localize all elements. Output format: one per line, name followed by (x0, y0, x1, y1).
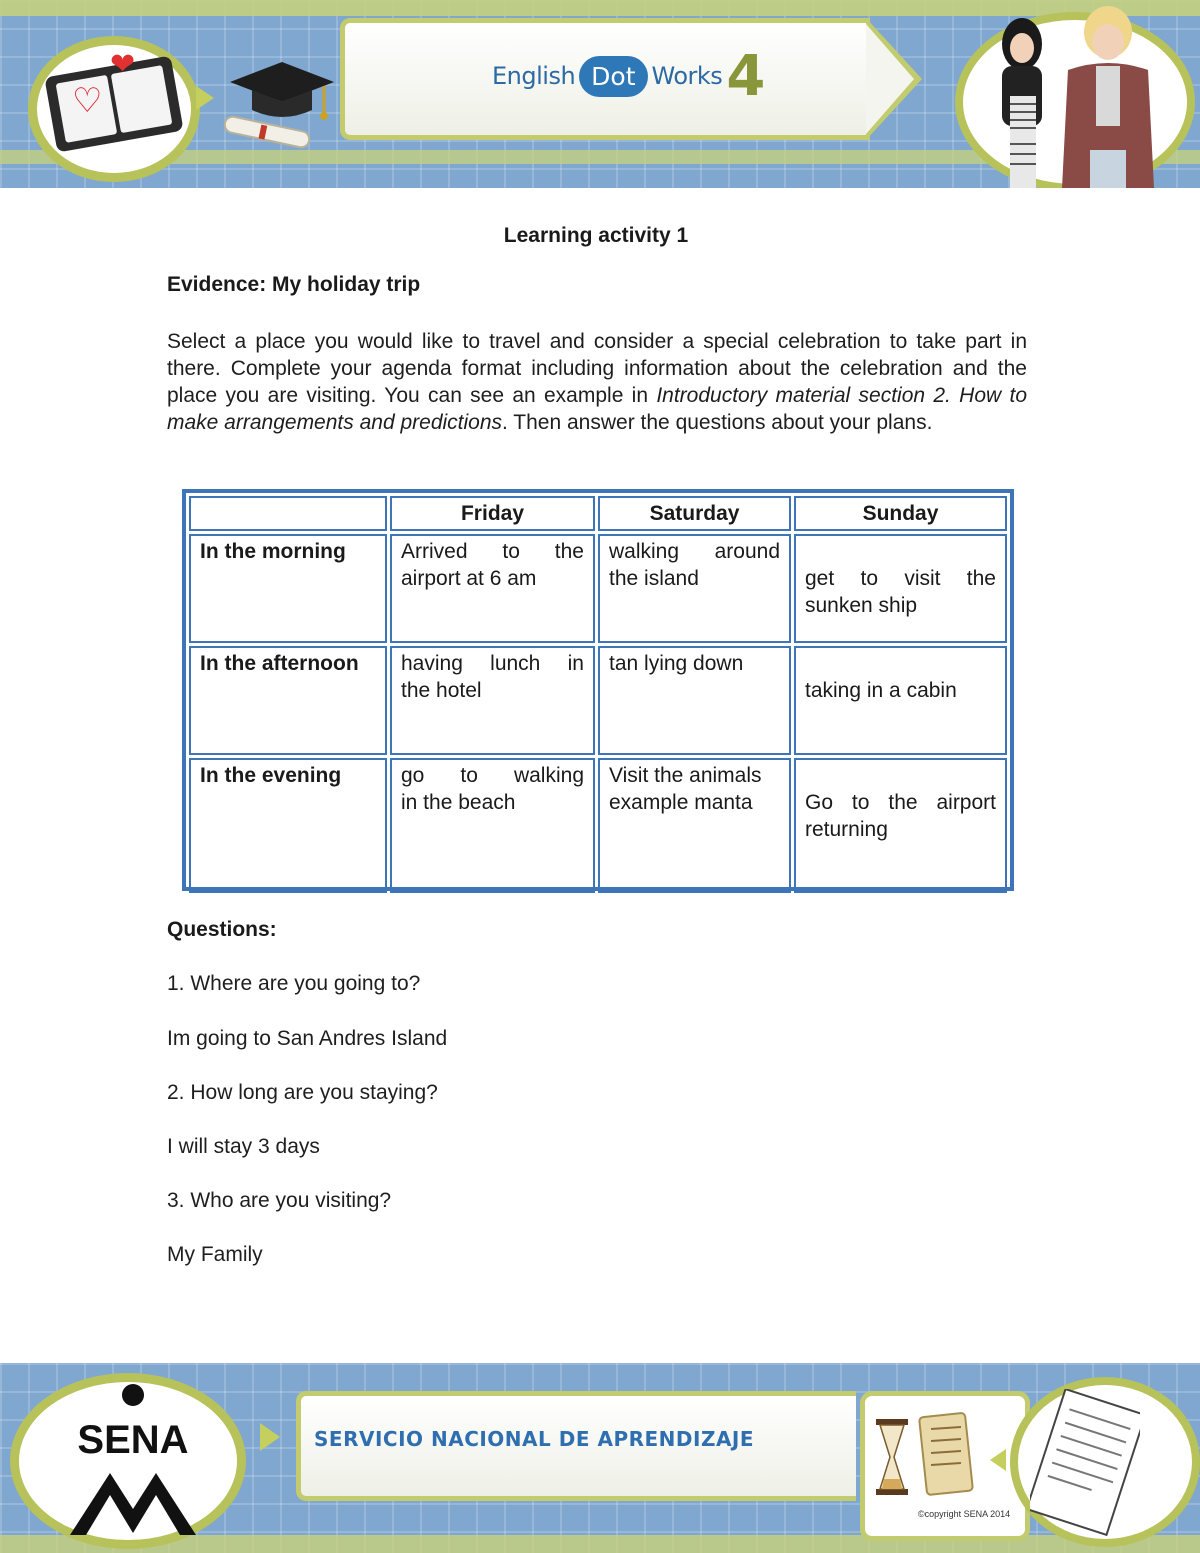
cell-text-line: sunken ship (805, 594, 918, 617)
graduation-cap-icon (220, 52, 340, 152)
cell-text-line: taking in a cabin (805, 679, 957, 702)
instructions-reference: Introductory material section 2. How to make arrangements and predictions (167, 384, 1027, 434)
brand-level-number: 4 (726, 43, 766, 109)
row-label-afternoon: In the afternoon (189, 646, 387, 755)
cell-evening-friday (390, 758, 595, 893)
evidence-heading: Evidence: My holiday trip (167, 273, 421, 296)
cell-text-line: go to walking (401, 764, 584, 787)
cell-afternoon-sunday (794, 646, 1007, 755)
table-header-sunday: Sunday (794, 496, 1007, 531)
boy-character-illustration (1050, 0, 1160, 188)
scroll-icon (915, 1409, 975, 1499)
sena-logo (48, 1383, 218, 1541)
arrow-right-icon (196, 86, 214, 110)
arrow-left-icon (990, 1449, 1006, 1471)
cell-text-line: Go to the airport (805, 791, 996, 814)
cell-evening-sunday (794, 758, 1007, 893)
cell-text-line: airport at 6 am (401, 567, 537, 590)
cell-text-line: tan lying down (609, 652, 744, 675)
cell-text-line: returning (805, 818, 888, 841)
document-icon (1030, 1389, 1140, 1539)
brand-word-english: English (492, 62, 576, 90)
questions-heading: Questions: (167, 918, 277, 941)
answer-2: I will stay 3 days (167, 1135, 320, 1158)
question-2: 2. How long are you staying? (167, 1081, 438, 1104)
cell-text-line: the island (609, 567, 699, 590)
copyright-notice: ©copyright SENA 2014 (918, 1509, 1011, 1519)
brand-word-dot: Dot (579, 56, 647, 97)
cell-text-line: Visit the animals (609, 764, 762, 787)
table-header-friday: Friday (390, 496, 595, 531)
sena-logo-text: SENA (77, 1418, 189, 1462)
cell-text-line: having lunch in (401, 652, 584, 675)
cell-morning-friday (390, 534, 595, 643)
table-header-saturday: Saturday (598, 496, 791, 531)
row-label-morning: In the morning (189, 534, 387, 643)
row-label-evening: In the evening (189, 758, 387, 893)
cell-text-line: the hotel (401, 679, 482, 702)
cell-morning-sunday (794, 534, 1007, 643)
agenda-table (182, 489, 1014, 891)
instructions-paragraph (167, 328, 1027, 436)
instructions-text: Select a place you would like to travel and consider a special celebration to take part in there. Complete your agenda format including information about the celebration and the place you are visiting. You can see an example in (167, 330, 1027, 407)
answer-1: Im going to San Andres Island (167, 1027, 448, 1050)
cell-morning-saturday (598, 534, 791, 643)
institution-name: SERVICIO NACIONAL DE APRENDIZAJE (314, 1427, 755, 1451)
cell-text-line: walking around (609, 540, 780, 563)
cell-afternoon-saturday (598, 646, 791, 755)
brand-word-works: Works (651, 62, 723, 90)
answer-3: My Family (167, 1243, 263, 1266)
header-banner (0, 0, 1200, 188)
footer-banner (0, 1363, 1200, 1553)
hearts-icon: ❤ (110, 48, 136, 81)
english-dot-works-logo (492, 43, 766, 109)
table-header-empty (189, 496, 387, 531)
cell-text-line: Arrived to the (401, 540, 584, 563)
cell-text-line: in the beach (401, 791, 516, 814)
table-row-morning (189, 534, 1007, 643)
hourglass-icon (872, 1417, 912, 1497)
question-1: 1. Where are you going to? (167, 972, 421, 995)
heart-icon: ♡ (72, 82, 103, 120)
instructions-text-end: . Then answer the questions about your plans. (502, 411, 933, 434)
cell-afternoon-friday (390, 646, 595, 755)
cell-text-line: example manta (609, 791, 753, 814)
question-3: 3. Who are you visiting? (167, 1189, 392, 1212)
cell-text-line: get to visit the (805, 567, 996, 590)
table-row-afternoon (189, 646, 1007, 755)
table-row-evening (189, 758, 1007, 893)
cell-evening-saturday (598, 758, 791, 893)
arrow-right-icon (260, 1423, 280, 1451)
page-title: Learning activity 1 (503, 224, 689, 247)
